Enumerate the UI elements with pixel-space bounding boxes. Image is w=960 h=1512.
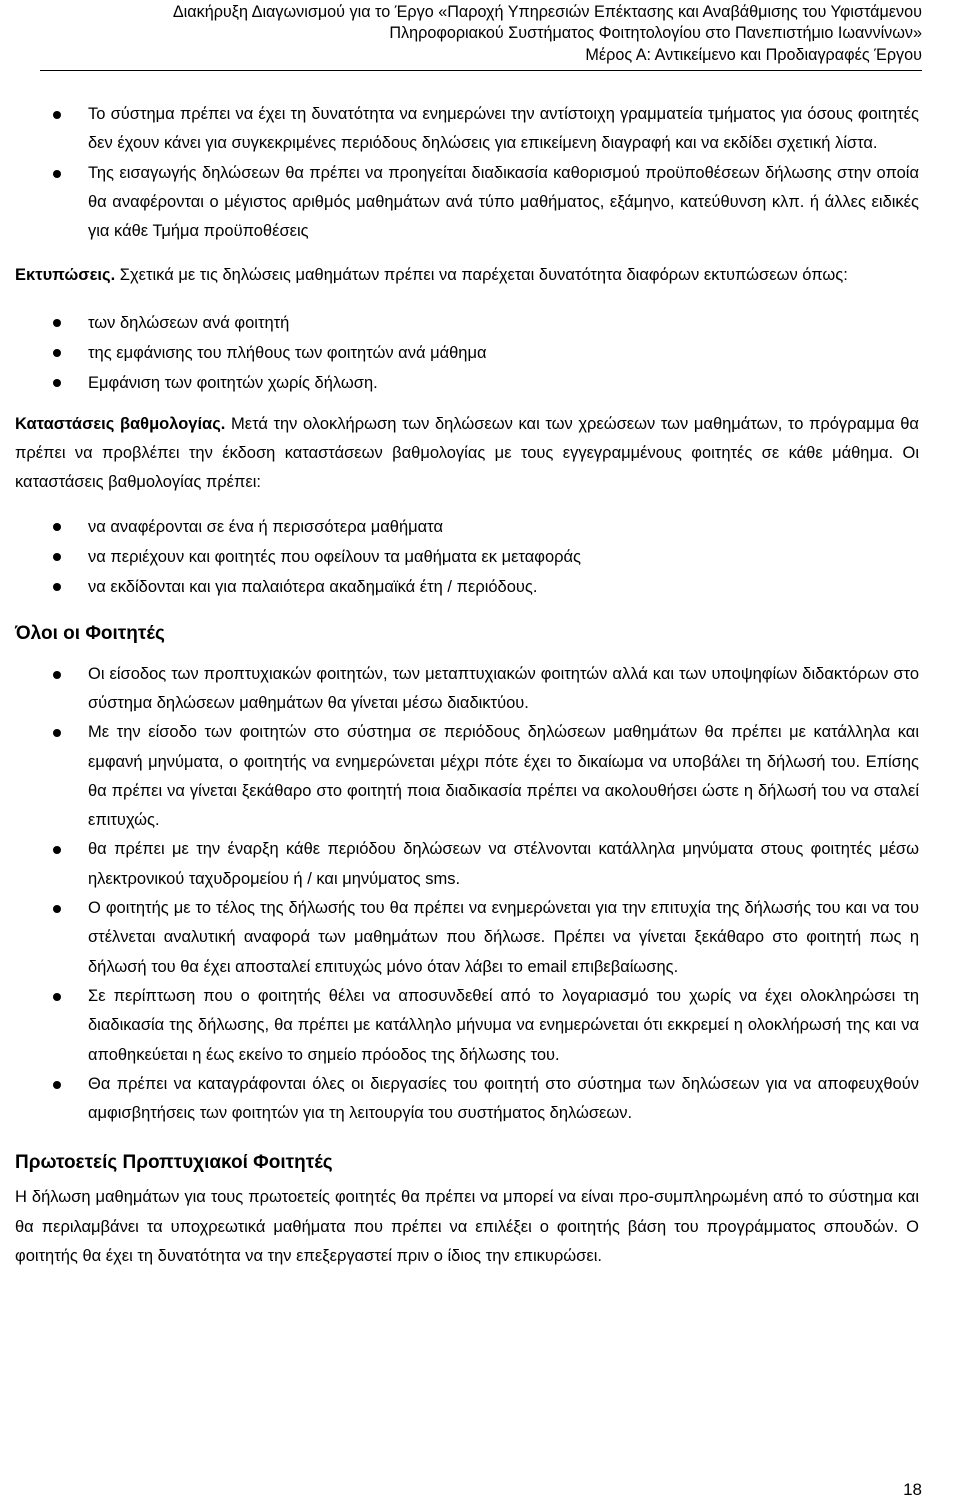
list-item-text: Με την είσοδο των φοιτητών στο σύστημα σε περιόδους δηλώσεων μαθημάτων θα πρέπει με κατάλληλα και εμφανή μηνύματα, ο φοιτητής να ενημερώνεται μέχρι πότε έχει το δικαίωμα να υποβάλει τη δήλωσή του. Επίσης θα πρέπει να γίνεται ξεκάθαρο στο φοιτητή ποια διαδικασία πρέπει να ακολουθήσει ώστε η δήλωσή του να σταλεί επιτυχώς. xyxy=(88,723,919,830)
top-bullet-list xyxy=(15,100,919,246)
bullet-icon xyxy=(53,905,61,913)
list-item xyxy=(15,512,919,542)
page-number: 18 xyxy=(903,1480,922,1499)
bullet-icon xyxy=(53,349,61,357)
list-item-text: Οι είσοδος των προπτυχιακών φοιτητών, των μεταπτυχιακών φοιτητών αλλά και των υποψηφίων διδακτόρων στο σύστημα δηλώσεων μαθημάτων θα γίνεται μέσω διαδικτύου. xyxy=(88,664,919,712)
list-item xyxy=(15,894,919,982)
bullet-icon xyxy=(53,993,61,1001)
freshmen-paragraph: Η δήλωση μαθημάτων για τους πρωτοετείς φοιτητές θα πρέπει να μπορεί να είναι προ-συμπληρωμένη από το σύστημα και θα περιλαμβάνει τα υποχρεωτικά μαθήματα που πρέπει να επιλέξει ο φοιτητής βάση του προγράμματος σπουδών. Ο φοιτητής θα έχει τη δυνατότητα να την επεξεργαστεί πριν ο ίδιος την επικυρώσει. xyxy=(15,1188,919,1266)
printouts-paragraph xyxy=(15,261,919,290)
grade-reports-text: Μετά την ολοκλήρωση των δηλώσεων και των χρεώσεων των μαθημάτων, το πρόγραμμα θα πρέπει να προβλέπει την έκδοση καταστάσεων βαθμολογίας με τους εγγεγραμμένους φοιτητές σε κάθε μάθημα. Οι καταστάσεις βαθμολογίας πρέπει: xyxy=(15,414,919,492)
list-item-text: να αναφέρονται σε ένα ή περισσότερα μαθήματα xyxy=(88,517,444,536)
list-item xyxy=(15,835,919,894)
grade-reports-label: Καταστάσεις βαθμολογίας. xyxy=(15,414,226,433)
list-item-text: της εμφάνισης του πλήθους των φοιτητών ανά μάθημα xyxy=(88,343,487,362)
list-item xyxy=(15,1070,919,1129)
bullet-icon xyxy=(53,170,61,178)
bullet-icon xyxy=(53,379,61,387)
list-item-text: Της εισαγωγής δηλώσεων θα πρέπει να προηγείται διαδικασία καθορισμού προϋποθέσεων δήλωσης στην οποία θα αναφέρονται ο μέγιστος αριθμός μαθημάτων ανά τύπο μαθήματος, εξάμηνο, κατεύθυνση κλπ. ή άλλες ειδικές για κάθε Τμήμα προϋποθέσεις xyxy=(88,163,919,241)
header-line-3: Μέρος Α: Αντικείμενο και Προδιαγραφές Έργου xyxy=(585,45,922,64)
list-item-text: Σε περίπτωση που ο φοιτητής θέλει να αποσυνδεθεί από το λογαριασμό του χωρίς να έχει ολοκληρώσει τη διαδικασία της δήλωσης, θα πρέπει με κατάλληλο μήνυμα να ενημερώνεται ότι εκκρεμεί η ολοκλήρωσή της και να αποθηκεύεται η έως εκείνο το σημείο πρόοδος της δήλωσης του. xyxy=(88,986,919,1064)
list-item xyxy=(15,338,919,368)
printouts-label: Εκτυπώσεις. xyxy=(15,266,116,285)
list-item xyxy=(15,159,919,247)
list-item xyxy=(15,718,919,835)
list-item xyxy=(15,308,919,338)
list-item-text: Θα πρέπει να καταγράφονται όλες οι διεργασίες του φοιτητή στο σύστημα των δηλώσεων για να αποφευχθούν αμφισβητήσεις των φοιτητών για τη λειτουργία του συστήματος δηλώσεων. xyxy=(88,1074,919,1123)
list-item-text: των δηλώσεων ανά φοιτητή xyxy=(88,313,290,332)
list-item xyxy=(15,100,919,159)
freshmen-heading: Πρωτοετείς Προπτυχιακοί Φοιτητές xyxy=(15,1152,333,1174)
printouts-list xyxy=(15,308,919,398)
list-item xyxy=(15,572,919,602)
grade-reports-list xyxy=(15,512,919,602)
all-students-list xyxy=(15,660,919,1129)
printouts-text: Σχετικά με τις δηλώσεις μαθημάτων πρέπει να παρέχεται δυνατότητα διαφόρων εκτυπώσεων όπως: xyxy=(119,266,848,285)
document-body xyxy=(15,100,919,1271)
list-item-text: Ο φοιτητής με το τέλος της δήλωσής του θα πρέπει να ενημερώνεται για την επιτυχία της δήλωσής του και να του στέλνεται αναλυτική αναφορά των μαθημάτων που δήλωσε. Πρέπει να γίνεται ξεκάθαρο στο φοιτητή πως η δήλωσή του θα έχει αποσταλεί επιτυχώς μόνο όταν λάβει το email επιβεβαίωσης. xyxy=(88,899,919,976)
all-students-heading: Όλοι οι Φοιτητές xyxy=(15,622,165,644)
list-item xyxy=(15,982,919,1070)
list-item-text: θα πρέπει με την έναρξη κάθε περιόδου δηλώσεων να στέλνονται κατάλληλα μηνύματα στους φοιτητές μέσω ηλεκτρονικού ταχυδρομείου ή / και μηνύματος sms. xyxy=(88,840,919,888)
bullet-icon xyxy=(53,583,61,591)
list-item xyxy=(15,542,919,572)
header-line-2: Πληροφοριακού Συστήματος Φοιτητολογίου στο Πανεπιστήμιο Ιωαννίνων» xyxy=(389,24,922,43)
header-line-1: Διακήρυξη Διαγωνισμού για το Έργο «Παροχή Υπηρεσιών Επέκτασης και Αναβάθμισης του Υφιστάμενου xyxy=(172,3,922,21)
bullet-icon xyxy=(53,553,61,561)
list-item-text: Το σύστημα πρέπει να έχει τη δυνατότητα να ενημερώνει την αντίστοιχη γραμματεία τμήματος για όσους φοιτητές δεν έχουν κάνει για συγκεκριμένες περιόδους δηλώσεις για επικείμενη διαγραφή και να εκδίδει σχετική λίστα. xyxy=(88,105,919,153)
list-item xyxy=(15,660,919,719)
page-header xyxy=(40,2,922,66)
list-item xyxy=(15,368,919,398)
bullet-icon xyxy=(53,319,61,327)
bullet-icon xyxy=(53,671,61,679)
bullet-icon xyxy=(53,1081,61,1089)
bullet-icon xyxy=(53,729,61,737)
bullet-icon xyxy=(53,846,61,854)
header-divider xyxy=(40,70,922,71)
list-item-text: να εκδίδονται και για παλαιότερα ακαδημαϊκά έτη / περιόδους. xyxy=(88,577,538,596)
list-item-text: να περιέχουν και φοιτητές που οφείλουν τα μαθήματα εκ μεταφοράς xyxy=(88,547,582,566)
list-item-text: Εμφάνιση των φοιτητών χωρίς δήλωση. xyxy=(88,373,378,392)
grade-reports-paragraph xyxy=(15,410,919,498)
bullet-icon xyxy=(53,111,61,119)
bullet-icon xyxy=(53,523,61,531)
